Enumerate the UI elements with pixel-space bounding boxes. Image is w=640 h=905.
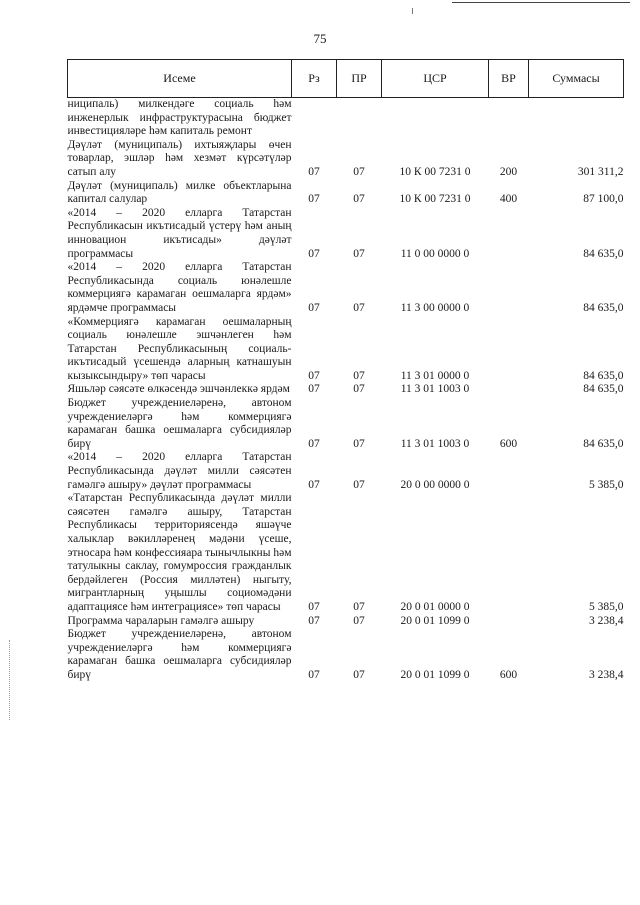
table-row [68,261,624,315]
cell-name: Дәүләт (муниципаль) милке объектларына капитал салулар [67,179,292,206]
table-row [68,397,624,451]
cell-pr [337,98,382,139]
cell-sum: 84 635,0 [583,247,624,260]
cell-sum: 301 311,2 [577,165,624,178]
cell-csr: 11 3 00 0000 0 [400,301,470,314]
header-sum: Суммасы [529,60,624,98]
table-row [68,139,624,180]
cell-vr [489,316,529,384]
cell-rz: 07 [308,478,320,491]
cell-sum: 84 635,0 [583,301,624,314]
cell-sum: 5 385,0 [589,600,624,613]
top-edge-rule [452,2,630,3]
cell-sum: 84 635,0 [583,383,624,396]
cell-pr: 07 [353,165,365,178]
cell-name: Бюджет учреждениеләренә, автоном учреждениеләргә һәм коммерциягә карамаган башка оешмаларга субсидияләр бирү [67,628,292,681]
cell-vr [489,615,529,629]
table-row [68,316,624,384]
cell-vr [489,98,529,139]
cell-name: Программа чараларын гамәлгә ашыру [67,614,255,627]
cell-vr: 400 [499,193,518,206]
cell-rz: 07 [308,383,320,396]
cell-pr: 07 [353,600,365,613]
table-row [68,615,624,629]
cell-csr: 10 К 00 7231 0 [399,165,471,178]
budget-table [67,59,624,683]
cell-csr [382,98,489,139]
cell-name: Дәүләт (муниципаль) ихтыяҗлары өчен товарлар, эшләр һәм хезмәт күрсәтүләр сатып алу [67,138,292,178]
cell-name: «2014 – 2020 елларга Татарстан Республикасында социаль юнәлешле коммерциягә карамаган оешмаларга ярдәм» ярдәмче программасы [67,261,292,314]
table-row [68,180,624,207]
table-header-row [68,60,624,98]
scan-mark [412,8,413,14]
cell-pr: 07 [353,369,365,382]
cell-csr: 10 К 00 7231 0 [399,193,471,206]
cell-vr [489,451,529,492]
cell-name: «Татарстан Республикасында дәүләт милли сәясәтен гамәлгә ашыру, Татарстан Республикасы территориясендә яшәүче халыклар вәкилләренең мәдәни үсеше, этносара һәм конфессияара тынычлыкны һәм татулыкны саклау, гомумроссия гражданлык бердәйлеген (Россия милләтен) ныгыту, мигрантларның уңышлы социомәдәни адаптациясе һәм интеграциясе» төп чарасы [67,492,292,613]
cell-rz: 07 [308,668,320,681]
cell-rz: 07 [308,301,320,314]
cell-rz: 07 [308,247,320,260]
cell-sum: 87 100,0 [583,193,624,206]
header-rz: Рз [292,60,337,98]
cell-pr: 07 [353,193,365,206]
cell-csr: 11 3 01 0000 0 [400,369,470,382]
cell-vr [489,492,529,614]
cell-pr: 07 [353,668,365,681]
cell-vr: 600 [499,437,518,450]
cell-pr: 07 [353,478,365,491]
header-pr: ПР [337,60,382,98]
cell-name: «2014 – 2020 елларга Татарстан Республикасында дәүләт милли сәясәтен гамәлгә ашыру» дәүләт программасы [67,451,292,491]
table-row [68,98,624,139]
cell-csr: 11 3 01 1003 0 [400,383,470,396]
table-row [68,383,624,397]
cell-sum: 84 635,0 [583,369,624,382]
cell-rz: 07 [308,614,320,627]
cell-rz: 07 [308,437,320,450]
scan-margin-marks [9,640,12,720]
cell-rz [292,98,337,139]
cell-rz: 07 [308,193,320,206]
table-row [68,492,624,614]
cell-rz: 07 [308,600,320,613]
table-row [68,207,624,261]
cell-sum: 5 385,0 [589,478,624,491]
table-row [68,628,624,682]
cell-vr: 200 [499,165,518,178]
header-csr: ЦСР [382,60,489,98]
cell-vr: 600 [499,668,518,681]
header-vr: ВР [489,60,529,98]
cell-vr [489,383,529,397]
cell-pr: 07 [353,383,365,396]
cell-sum: 3 238,4 [589,614,624,627]
cell-pr: 07 [353,247,365,260]
header-name: Исеме [68,60,292,98]
cell-pr: 07 [353,437,365,450]
cell-name: Бюджет учреждениеләренә, автоном учреждениеләргә һәм коммерциягә карамаган башка оешмаларга субсидияләр бирү [67,397,292,450]
cell-csr: 20 0 00 0000 0 [400,478,470,491]
cell-sum: 84 635,0 [583,437,624,450]
cell-name: «Коммерциягә карамаган оешмаларның социаль юнәлешле эшчәнлеген һәм Татарстан Республикасының социаль-икътисадый үсешендә аларның катнашуын кызыксындыру» төп чарасы [67,315,292,382]
cell-rz: 07 [308,369,320,382]
cell-csr: 20 0 01 0000 0 [400,600,470,613]
cell-sum [529,98,624,139]
cell-csr: 20 0 01 1099 0 [400,614,470,627]
cell-name: ниципаль) милкендәге социаль һәм инженерлык инфраструктурасына бюджет инвестицияләре һәм капиталь ремонт [67,98,292,138]
page-number: 75 [313,31,327,46]
cell-csr: 11 0 00 0000 0 [400,247,470,260]
cell-csr: 20 0 01 1099 0 [400,668,470,681]
cell-vr [489,207,529,261]
cell-pr: 07 [353,301,365,314]
cell-vr [489,261,529,315]
cell-csr: 11 3 01 1003 0 [400,437,470,450]
cell-name: «2014 – 2020 елларга Татарстан Республикасын икътисадый үстерү һәм аның инновацион икътисады» дәүләт программасы [67,206,292,260]
cell-sum: 3 238,4 [589,668,624,681]
cell-pr: 07 [353,614,365,627]
cell-rz: 07 [308,165,320,178]
table-row [68,451,624,492]
cell-name: Яшьләр сәясәте өлкәсендә эшчәнлеккә ярдәм [67,383,290,396]
